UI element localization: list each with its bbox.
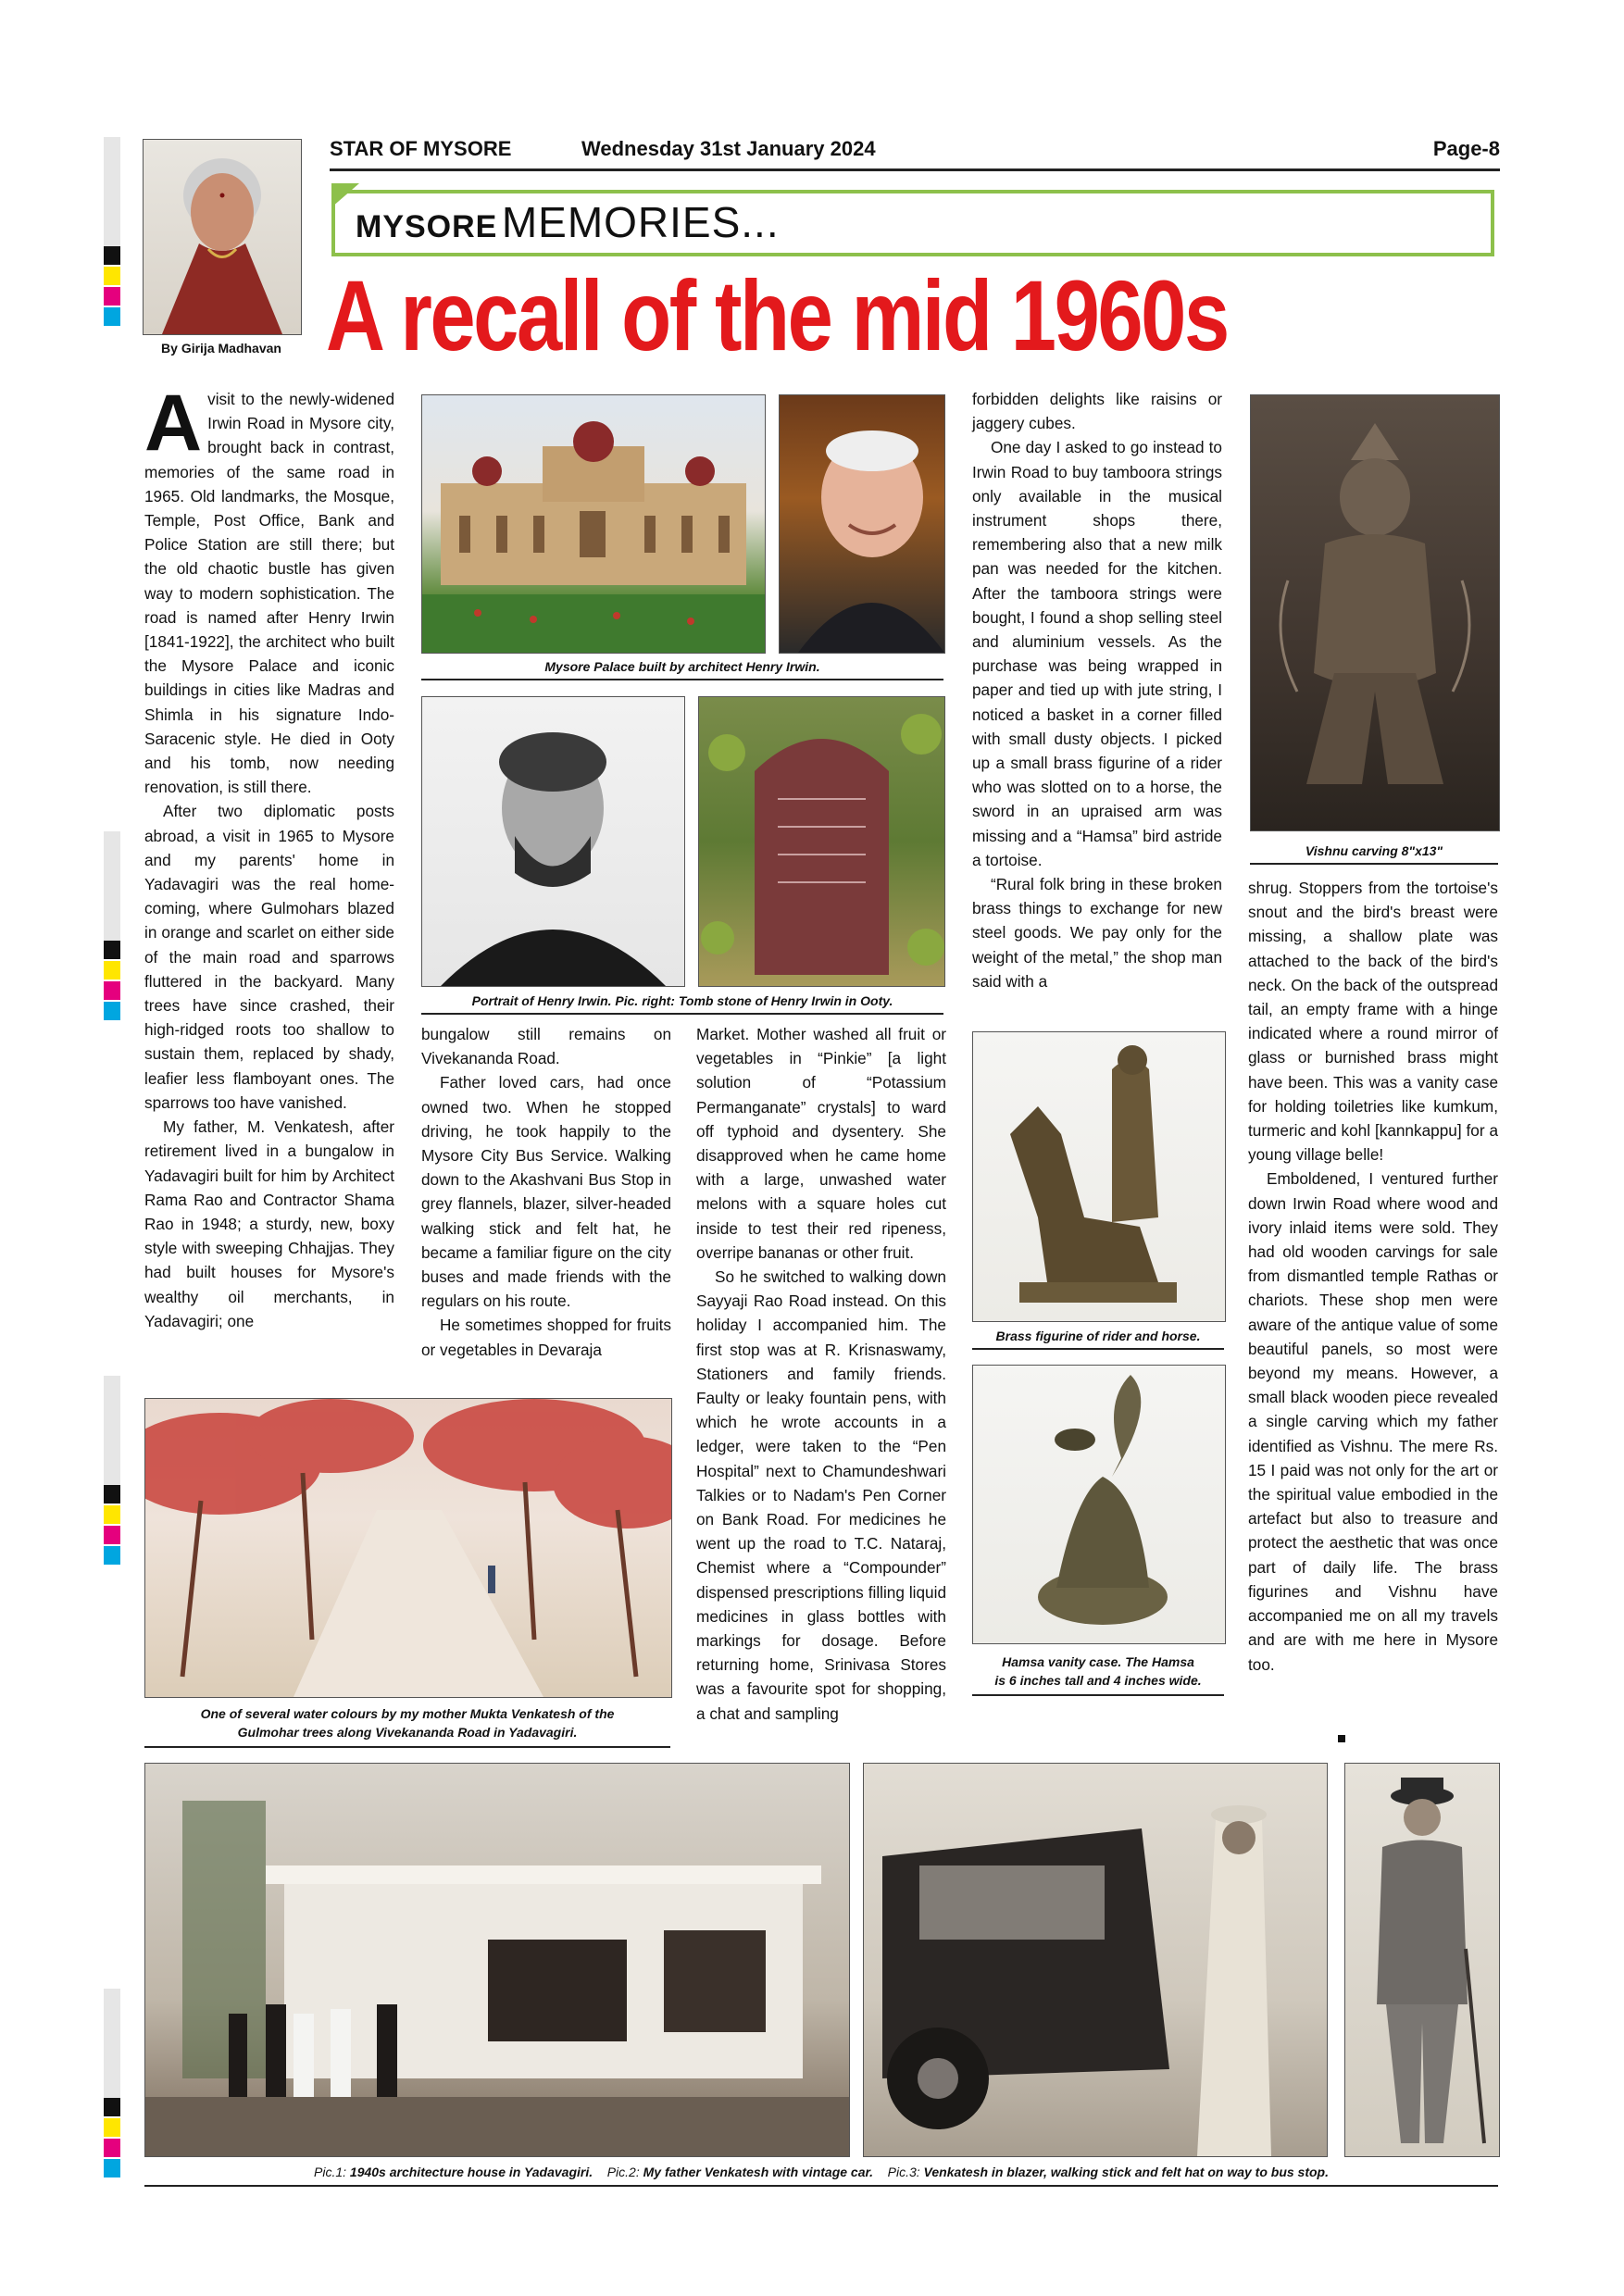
photo-gulmohar-watercolour <box>144 1398 672 1698</box>
caption-rider: Brass figurine of rider and horse. <box>995 1329 1201 1343</box>
drop-cap: A <box>144 379 203 468</box>
photo-mysore-palace <box>421 394 766 654</box>
article-paragraph: So he switched to walking down Sayyaji Rao Road instead. On this holiday I accompanied him. The first stop was at R. Krisnaswamy, Stationers and family friends. Faulty or leaky fountain pens, with which he wrote accounts in a ledger, were taken to the “Pen Hospital” next to Chamundeshwari Talkies or to Nadam's Pen Corner on Bank Road. For medicines he went up the road to T.C. Nataraj, Chemist where a “Compounder” dispensed prescriptions filling liquid medicines in glass bottles with markings for dosage. Before returning home, Srinivasa Stores was a favourite spot for shopping, a chat and sampling <box>696 1267 946 1723</box>
reg-cyan <box>104 2159 120 2177</box>
article-paragraph: Market. Mother washed all fruit or vegetables in “Pinkie” [a light solution of “Potassium Permanganate” crystals] to ward off typhoid and dysentery. She disapproved when he came home with a large, unwashed water melons with a square holes cut inside to test their red ripeness, overripe bananas or other fruit. <box>696 1025 946 1262</box>
article-paragraph: shrug. Stoppers from the tortoise's snout and the bird's breast were missing, a shallow plate was attached to the back of the bird's neck. On the back of the outspread tail, an empty frame with a hinge indicated where a round mirror of glass or burnished brass might have been. This was a vanity case for holding toiletries like kumkum, turmeric and kohl [kannkappu] for a young village belle! <box>1248 879 1498 1165</box>
reg-strip-grey <box>104 1989 120 2098</box>
author-portrait <box>143 139 302 335</box>
caption-pic2-label: Pic.2: <box>606 2165 640 2179</box>
reg-magenta <box>104 287 120 306</box>
article-paragraph: bungalow still remains on Vivekananda Road. <box>421 1025 671 1068</box>
article-column-4 <box>972 387 1222 993</box>
old-man-illustration <box>780 395 944 653</box>
article-paragraph: Emboldened, I ventured further down Irwin Road where wood and ivory inlaid items were sold. They had old wooden carvings for sale from dismantled temple Rathas or chariots. These shop men were aware of the antique value of some beautiful panels, so most were beyond my means. However, a small black wooden piece revealed a single carving which my father identified as Vishnu. The mere Rs. 15 I paid was not only for the art or the spiritual value embodied in the artefact but also to treasure and protect the aesthetic that was once part of daily life. The brass figurines and Vishnu have accompanied me on all my travels and are with me here in Mysore too. <box>1248 1169 1498 1674</box>
caption-rule <box>144 1746 670 1748</box>
caption-rule <box>1250 863 1498 865</box>
photo-venkatesh-in-blazer <box>1344 1763 1500 2157</box>
article-paragraph: Father loved cars, had once owned two. When he stopped driving, he took happily to the Mysore City Bus Service. Walking down to the Akashvani Bus Stop in grey flannels, blazer, silver-headed walking stick and felt hat, he became a familiar figure on the city buses and made friends with the regulars on his route. <box>421 1073 671 1311</box>
article-paragraph: “Rural folk bring in these broken brass things to exchange for new steel goods. We pay only for the weight of the metal,” the shop man said with a <box>972 875 1222 991</box>
section-title <box>356 197 780 247</box>
caption-rule <box>972 1348 1224 1350</box>
article-paragraph: Avisit to the newly-widened Irwin Road in Mysore city, brought back in contrast, memories of the same road in 1965. Old landmarks, the Mosque, Temple, Post Office, Bank and Police Station are still there; but the old chaotic bustle has given way to modern sophistication. The road is named after Henry Irwin [1841-1922], the architect who built the Mysore Palace and iconic buildings in cities like Madras and Shimla in his signature Indo-Saracenic style. He died in Ooty and his tomb, now needing renovation, is still there. <box>144 379 394 797</box>
brass-rider-illustration <box>973 1032 1225 1321</box>
photo-venkatesh-with-car <box>863 1763 1328 2157</box>
bottom-captions <box>144 2163 1498 2181</box>
caption-pic3: Venkatesh in blazer, walking stick and felt hat on way to bus stop. <box>923 2165 1329 2179</box>
section-title-bold: MYSORE <box>356 209 498 244</box>
tombstone-illustration <box>699 697 944 986</box>
house-illustration <box>145 1764 849 2156</box>
caption-pic1-label: Pic.1: <box>314 2165 347 2179</box>
headline: A recall of the mid 1960s <box>326 259 1228 371</box>
caption-pic1: 1940s architecture house in Yadavagiri. <box>349 2165 593 2179</box>
caption-hamsa-line2: is 6 inches tall and 4 inches wide. <box>994 1673 1202 1688</box>
reg-black <box>104 246 120 265</box>
reg-cyan <box>104 1546 120 1565</box>
paper-name: STAR OF MYSORE <box>330 137 512 160</box>
palace-illustration <box>422 395 765 653</box>
caption-irwin-portrait: Portrait of Henry Irwin. Pic. right: Tomb stone of Henry Irwin in Ooty. <box>471 993 893 1008</box>
photo-henry-irwin-portrait <box>421 696 685 987</box>
caption-rule <box>421 1013 943 1015</box>
article-paragraph: After two diplomatic posts abroad, a visit in 1965 to Mysore and my parents' home in Yadavagiri was the real home-coming, where Gulmohars blazed in orange and scarlet on either side of the main road and sparrows fluttered in the backyard. Many trees have since crashed, their high-ridged roots too shallow to sustain them, replaced by shady, leafier less flamboyant ones. The sparrows too have vanished. <box>144 802 394 1112</box>
caption-rule <box>421 679 943 680</box>
reg-yellow <box>104 2118 120 2137</box>
reg-cyan <box>104 307 120 326</box>
article-paragraph: One day I asked to go instead to Irwin Road to buy tamboora strings only available in the musical instrument shops there, remembering also that a new milk pan was needed for the kitchen. After the tamboora strings were bought, I found a shop selling steel and aluminium vessels. As the purchase was being wrapped in paper and tied up with jute string, I noticed a basket in a corner filled with small dusty objects. I picked up a small brass figurine of a rider who was slotted on to a horse, the sword in an upraised arm was missing and a “Hamsa” bird astride a tortoise. <box>972 438 1222 869</box>
reg-black <box>104 2098 120 2116</box>
photo-yadavagiri-house <box>144 1763 850 2157</box>
reg-black <box>104 941 120 959</box>
reg-cyan <box>104 1002 120 1020</box>
reg-magenta <box>104 2139 120 2157</box>
reg-strip-grey <box>104 831 120 941</box>
watercolour-illustration <box>145 1399 671 1697</box>
car-illustration <box>864 1764 1327 2156</box>
reg-yellow <box>104 961 120 980</box>
caption-palace: Mysore Palace built by architect Henry Irwin. <box>544 659 820 674</box>
page-number: Page-8 <box>1432 137 1500 160</box>
issue-date: Wednesday 31st January 2024 <box>581 137 876 160</box>
article-paragraph: forbidden delights like raisins or jaggery cubes. <box>972 390 1222 433</box>
author-portrait-illustration <box>144 140 301 334</box>
article-column-1 <box>144 379 394 1333</box>
caption-vishnu: Vishnu carving 8"x13" <box>1305 843 1443 858</box>
caption-pic3-label: Pic.3: <box>887 2165 920 2179</box>
photo-brass-rider <box>972 1031 1226 1322</box>
byline: By Girija Madhavan <box>161 341 281 356</box>
vishnu-illustration <box>1251 395 1499 830</box>
reg-magenta <box>104 1526 120 1544</box>
article-paragraph: He sometimes shopped for fruits or vegetables in Devaraja <box>421 1316 671 1359</box>
bottom-caption-rule <box>144 2185 1498 2187</box>
section-title-light: MEMORIES... <box>501 198 780 246</box>
end-mark <box>1338 1735 1345 1742</box>
caption-hamsa-line1: Hamsa vanity case. The Hamsa <box>1002 1654 1194 1669</box>
photo-old-man <box>779 394 945 654</box>
article-column-2 <box>421 1022 671 1362</box>
article-paragraph: My father, M. Venkatesh, after retirement lived in a bungalow in Yadavagiri built for him by Architect Rama Rao and Contractor Shama Rao in 1948; a sturdy, new, boxy style with sweeping Chhajjas. They had built houses for Mysore's wealthy oil merchants, in Yadavagiri; one <box>144 1117 394 1330</box>
caption-pic2: My father Venkatesh with vintage car. <box>643 2165 874 2179</box>
photo-vishnu-carving <box>1250 394 1500 831</box>
reg-yellow <box>104 1505 120 1524</box>
article-column-5 <box>1248 876 1498 1677</box>
masthead-rule <box>330 168 1500 171</box>
reg-strip-grey <box>104 1376 120 1485</box>
photo-irwin-tombstone <box>698 696 945 987</box>
caption-rule <box>972 1694 1224 1696</box>
reg-strip-grey <box>104 137 120 246</box>
blazer-man-illustration <box>1345 1764 1499 2156</box>
caption-watercolour-line2: Gulmohar trees along Vivekananda Road in Yadavagiri. <box>237 1725 578 1740</box>
reg-black <box>104 1485 120 1504</box>
reg-magenta <box>104 981 120 1000</box>
reg-yellow <box>104 267 120 285</box>
article-column-3 <box>696 1022 946 1726</box>
hamsa-illustration <box>973 1366 1225 1643</box>
caption-watercolour-line1: One of several water colours by my mother Mukta Venkatesh of the <box>200 1706 615 1721</box>
photo-hamsa-vanity-case <box>972 1365 1226 1644</box>
irwin-portrait-illustration <box>422 697 684 986</box>
